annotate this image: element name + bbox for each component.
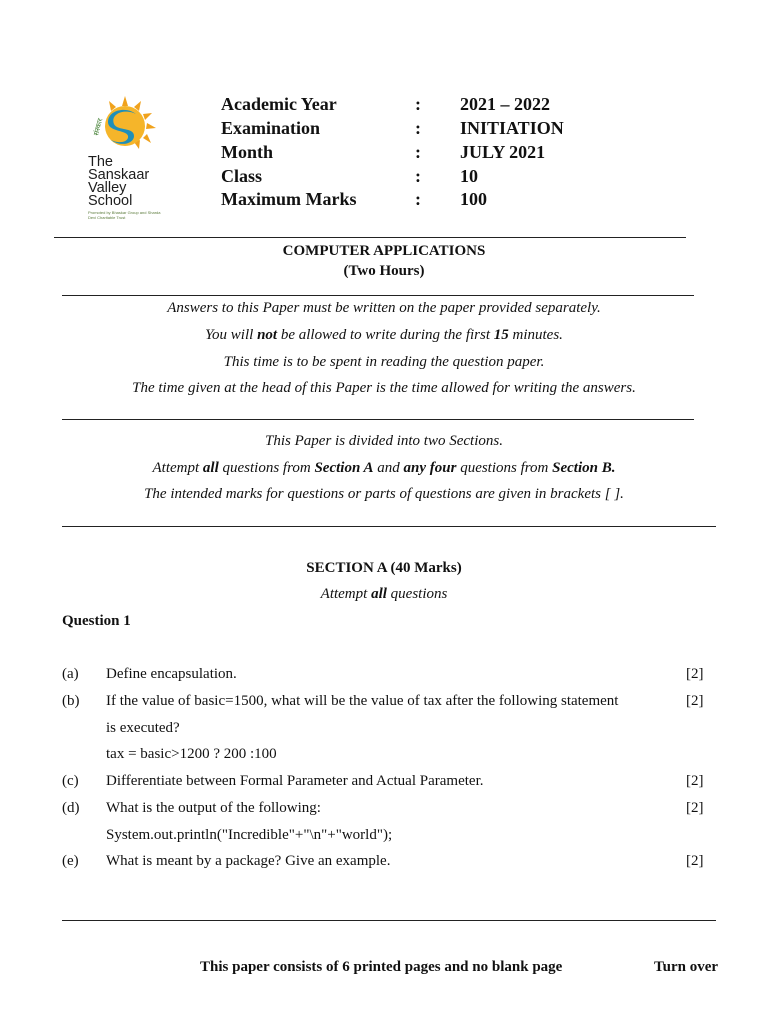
part-text: tax = basic>1200 ? 200 :100 <box>106 746 277 762</box>
instruction-line: You will not be allowed to write during the first 15 minutes. <box>205 327 563 343</box>
section-a-subtitle: Attempt all questions <box>320 586 448 602</box>
instruction-line: This time is to be spent in reading the question paper. <box>223 354 545 370</box>
instruction-line: Attempt all questions from Section A and any four questions from Section B. <box>152 460 616 476</box>
part-label: (e) <box>62 853 79 869</box>
subject-title: COMPUTER APPLICATIONS <box>282 243 486 259</box>
logo-name-line-1: The <box>88 154 113 170</box>
header-sep: : <box>415 189 421 209</box>
instruction-line: This Paper is divided into two Sections. <box>265 433 503 449</box>
header-label-maximum-marks: Maximum Marks <box>221 189 357 209</box>
part-marks: [2] <box>686 773 704 789</box>
part-text: What is the output of the following: <box>106 800 321 816</box>
part-text: What is meant by a package? Give an example. <box>106 853 391 869</box>
footer-pages-note: This paper consists of 6 printed pages and no blank page <box>200 959 563 975</box>
header-value-maximum-marks: 100 <box>460 189 487 209</box>
logo-name-line-4: School <box>88 193 133 209</box>
divider <box>62 419 694 420</box>
header-label-month: Month <box>221 142 274 162</box>
header-value-academic-year: 2021 – 2022 <box>460 94 550 114</box>
footer-turn-over: Turn over <box>654 959 719 975</box>
school-logo <box>84 94 166 224</box>
subject-duration: (Two Hours) <box>343 263 425 279</box>
header-sep: : <box>415 94 421 114</box>
divider <box>62 920 716 921</box>
part-label: (c) <box>62 773 79 789</box>
divider <box>62 295 694 296</box>
instruction-line: Answers to this Paper must be written on the paper provided separately. <box>167 300 601 316</box>
part-text: System.out.println("Incredible"+"\n"+"world"); <box>106 827 393 843</box>
header-label-academic-year: Academic Year <box>221 94 337 114</box>
logo-tagline: Promoted by Bhaskar Group and Sharda Devi Charitable Trust <box>88 210 161 220</box>
svg-text:संस्कार: संस्कार <box>92 117 105 137</box>
header-sep: : <box>415 118 421 138</box>
header-sep: : <box>415 142 421 162</box>
header-sep: : <box>415 166 421 186</box>
part-marks: [2] <box>686 693 704 709</box>
header-label-examination: Examination <box>221 118 321 138</box>
part-label: (a) <box>62 666 79 682</box>
part-text: If the value of basic=1500, what will be the value of tax after the following statement <box>106 693 619 709</box>
logo-name-line-3: Valley <box>88 180 127 196</box>
part-marks: [2] <box>686 666 704 682</box>
header-value-examination: INITIATION <box>460 118 564 138</box>
part-text: Define encapsulation. <box>106 666 237 682</box>
header-label-class: Class <box>221 166 263 186</box>
header-value-month: JULY 2021 <box>460 142 546 162</box>
part-text: Differentiate between Formal Parameter and Actual Parameter. <box>106 773 484 789</box>
part-marks: [2] <box>686 800 704 816</box>
sun-swoosh-emblem-icon <box>84 94 166 156</box>
divider <box>54 237 686 238</box>
part-label: (b) <box>62 693 80 709</box>
section-a-title: SECTION A (40 Marks) <box>306 560 462 576</box>
question-heading: Question 1 <box>62 613 131 629</box>
divider <box>62 526 716 527</box>
part-marks: [2] <box>686 853 704 869</box>
instruction-line: The intended marks for questions or parts of questions are given in brackets [ ]. <box>144 486 624 502</box>
logo-name-line-2: Sanskaar <box>88 167 150 183</box>
part-text: is executed? <box>106 720 180 736</box>
header-value-class: 10 <box>460 166 478 186</box>
part-label: (d) <box>62 800 80 816</box>
instruction-line: The time given at the head of this Paper is the time allowed for writing the answers. <box>132 380 636 396</box>
